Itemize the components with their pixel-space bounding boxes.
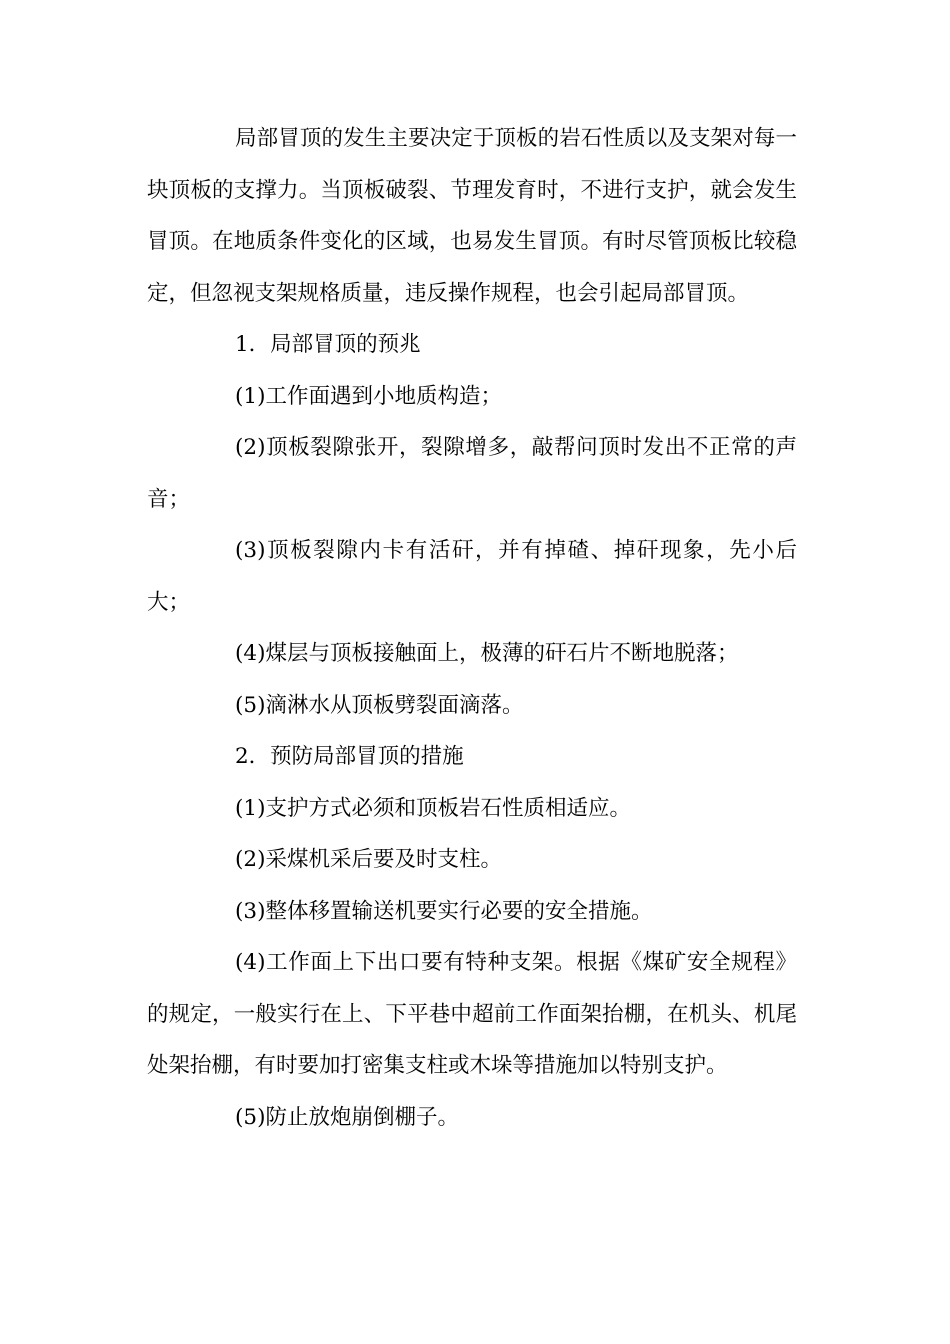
- list-item-sign-5: (5)滴淋水从顶板劈裂面滴落。: [235, 692, 524, 718]
- paragraph-intro: 局部冒顶的发生主要决定于顶板的岩石性质以及支架对每一块顶板的支撑力。当顶板破裂、节理发育时，不进行支护，就会发生冒顶。在地质条件变化的区域，也易发生冒顶。有时尽管顶板比较稳定，但忽视支架规格质量，违反操作规程，也会引起局部冒顶。: [147, 126, 797, 306]
- list-item-measure-3: (3)整体移置输送机要实行必要的安全措施。: [235, 898, 653, 924]
- list-item-measure-2: (2)采煤机采后要及时支柱。: [235, 847, 502, 872]
- list-item-sign-3: (3)顶板裂隙内卡有活矸，并有掉碴、掉矸现象，先小后大；: [147, 538, 797, 615]
- list-item-sign-1: (1)工作面遇到小地质构造；: [235, 383, 502, 409]
- section-heading-warning-signs: 1．局部冒顶的预兆: [235, 332, 421, 357]
- list-item-measure-4: (4)工作面上下出口要有特种支架。根据《煤矿安全规程》的规定，一般实行在上、下平巷中超前工作面架抬棚，在机头、机尾处架抬棚，有时要加打密集支柱或木垛等措施加以特别支护。: [147, 950, 797, 1078]
- document-body: [147, 113, 797, 1143]
- list-item-measure-5: (5)防止放炮崩倒棚子。: [235, 1104, 459, 1130]
- list-item-measure-1: (1)支护方式必须和顶板岩石性质相适应。: [235, 795, 631, 821]
- list-item-sign-2: (2)顶板裂隙张开，裂隙增多，敲帮问顶时发出不正常的声音；: [147, 435, 797, 512]
- list-item-sign-4: (4)煤层与顶板接触面上，极薄的矸石片不断地脱落；: [235, 641, 739, 666]
- section-heading-prevention: 2．预防局部冒顶的措施: [235, 744, 464, 769]
